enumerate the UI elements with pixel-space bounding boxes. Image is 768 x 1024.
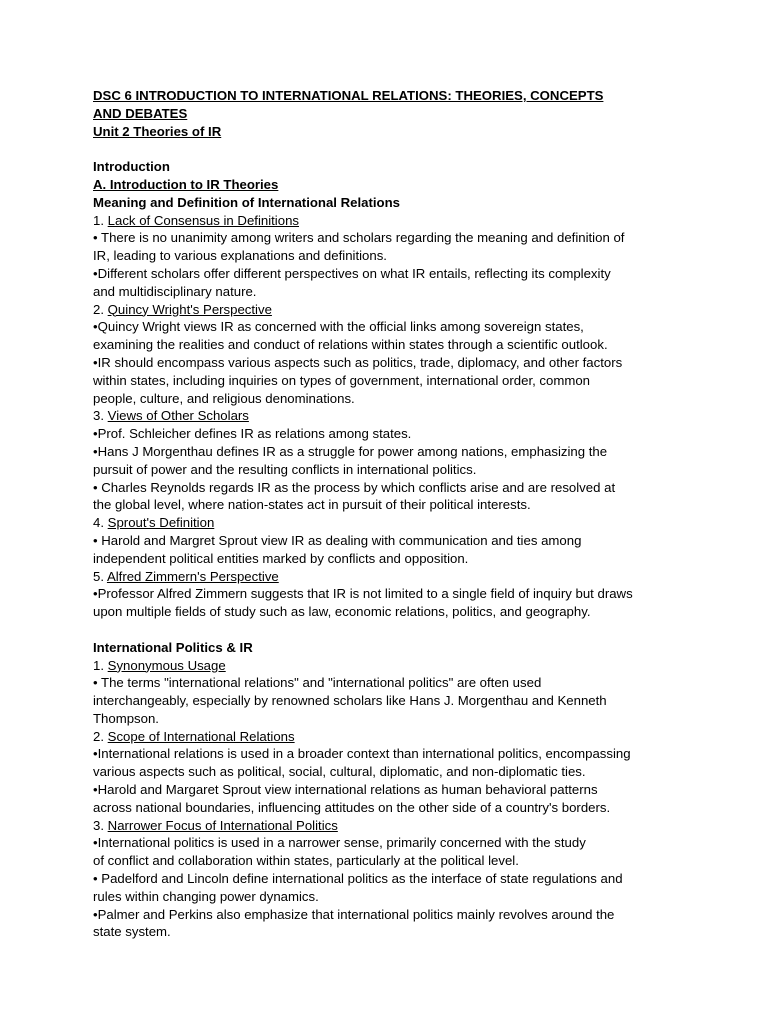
introduction-heading: Introduction — [93, 159, 170, 175]
text-line: •Quincy Wright views IR as concerned with the official links among sovereign states, — [93, 319, 584, 335]
subheading-title: Scope of International Relations — [107, 728, 295, 744]
text-line: •Different scholars offer different perspectives on what IR entails, reflecting its complexity — [93, 265, 611, 281]
subheading-title: Views of Other Scholars — [107, 408, 249, 424]
subheading-number: 2. — [93, 301, 108, 317]
meaning-heading: Meaning and Definition of International Relations — [93, 194, 400, 210]
document-title-line-1: DSC 6 INTRODUCTION TO INTERNATIONAL RELATIONS: THEORIES, CONCEPTS — [93, 88, 604, 103]
subheading-number: 4. — [93, 515, 108, 531]
spacer — [93, 621, 683, 639]
spacer — [93, 140, 683, 158]
subheading-p2 — [93, 728, 683, 746]
text-line: pursuit of power and the resulting conflicts in international politics. — [93, 461, 477, 477]
text-line: •IR should encompass various aspects such as politics, trade, diplomacy, and other factors — [93, 354, 623, 370]
subheading-title: Lack of Consensus in Definitions — [107, 212, 299, 228]
subheading-number: 3. — [93, 817, 108, 833]
text-line: people, culture, and religious denominations. — [93, 390, 355, 406]
text-line: •Hans J Morgenthau defines IR as a struggle for power among nations, emphasizing the — [93, 443, 608, 459]
subheading-number: 2. — [93, 728, 108, 744]
text-line: • The terms "international relations" and "international politics" are often used — [93, 675, 542, 691]
document-body — [93, 87, 683, 941]
subheading-title: Quincy Wright's Perspective — [107, 301, 272, 317]
subheading-4 — [93, 514, 683, 532]
subheading-title: Sprout's Definition — [107, 515, 215, 531]
subheading-title: Alfred Zimmern's Perspective — [106, 568, 279, 584]
text-line: various aspects such as political, social, cultural, diplomatic, and non-diplomatic ties. — [93, 764, 586, 780]
international-politics-heading: International Politics & IR — [93, 639, 253, 655]
text-line: Thompson. — [93, 710, 159, 726]
text-line: upon multiple fields of study such as law, economic relations, politics, and geography. — [93, 604, 591, 620]
text-line: • There is no unanimity among writers and scholars regarding the meaning and definition of — [93, 230, 625, 246]
subheading-p1 — [93, 657, 683, 675]
text-line: across national boundaries, influencing attitudes on the other side of a country's borders. — [93, 799, 611, 815]
subheading-title: Synonymous Usage — [107, 657, 226, 673]
text-line: within states, including inquiries on types of government, international order, common — [93, 372, 590, 388]
text-line: •Prof. Schleicher defines IR as relations among states. — [93, 426, 412, 442]
text-line: independent political entities marked by conflicts and opposition. — [93, 550, 469, 566]
subheading-title: Narrower Focus of International Politics — [107, 817, 338, 833]
text-line: interchangeably, especially by renowned scholars like Hans J. Morgenthau and Kenneth — [93, 693, 607, 709]
text-line: state system. — [93, 924, 171, 940]
text-line: • Harold and Margret Sprout view IR as dealing with communication and ties among — [93, 532, 582, 548]
text-line: •Palmer and Perkins also emphasize that international politics mainly revolves around the — [93, 906, 615, 922]
subheading-2 — [93, 301, 683, 319]
text-line: rules within changing power dynamics. — [93, 888, 319, 904]
text-line: the global level, where nation-states act in pursuit of their political interests. — [93, 497, 531, 513]
text-line: •Harold and Margaret Sprout view international relations as human behavioral patterns — [93, 782, 598, 798]
section-a-heading: A. Introduction to IR Theories — [93, 176, 279, 192]
subheading-3 — [93, 407, 683, 425]
text-line: of conflict and collaboration within states, particularly at the political level. — [93, 853, 519, 869]
unit-heading: Unit 2 Theories of IR — [93, 123, 222, 139]
subheading-p3 — [93, 817, 683, 835]
text-line: • Charles Reynolds regards IR as the process by which conflicts arise and are resolved at — [93, 479, 616, 495]
subheading-1 — [93, 212, 683, 230]
subheading-number: 5. — [93, 568, 107, 584]
subheading-number: 1. — [93, 212, 108, 228]
text-line: •International relations is used in a broader context than international politics, encompassing — [93, 746, 631, 762]
subheading-number: 3. — [93, 408, 108, 424]
text-line: examining the realities and conduct of relations within states through a scientific outlook. — [93, 337, 608, 353]
text-line: •International politics is used in a narrower sense, primarily concerned with the study — [93, 835, 586, 851]
text-line: and multidisciplinary nature. — [93, 283, 257, 299]
subheading-number: 1. — [93, 657, 108, 673]
subheading-5 — [93, 568, 683, 586]
document-title-line-2: AND DEBATES — [93, 105, 188, 121]
text-line: IR, leading to various explanations and definitions. — [93, 248, 387, 264]
text-line: • Padelford and Lincoln define international politics as the interface of state regulations and — [93, 871, 623, 887]
text-line: •Professor Alfred Zimmern suggests that IR is not limited to a single field of inquiry but draws — [93, 586, 633, 602]
